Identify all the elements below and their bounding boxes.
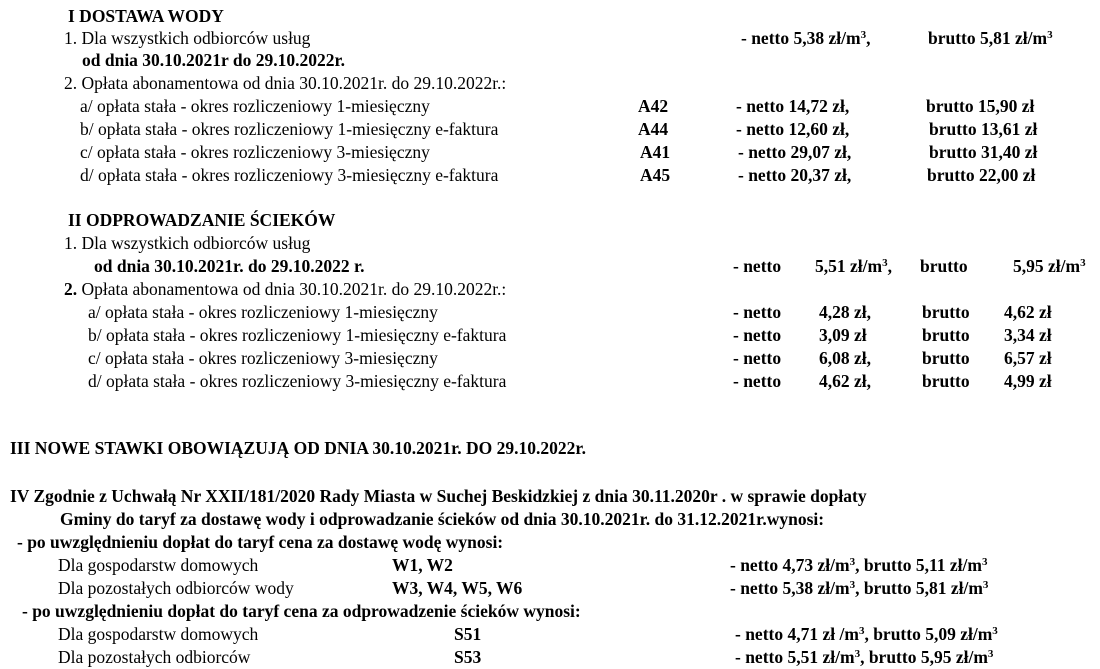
section-4-water-row-prices: - netto 4,73 $zł/m^3$, brutto 5,11 $zł/m^3$	[730, 555, 988, 575]
section-1-row-code: A44	[638, 119, 669, 139]
section-2-item-1-netto-value: 5,51 $zł/m^3$,	[815, 256, 892, 276]
section-2-row-label: a/ opłata stała - okres rozliczeniowy 1-miesięczny	[88, 302, 438, 322]
section-4-sewage-heading: - po uwzględnieniu dopłat do taryf cena za odprowadzenie ścieków wynosi:	[22, 601, 581, 621]
section-3-heading: III NOWE STAWKI OBOWIĄZUJĄ OD DNIA 30.10.2021r. DO 29.10.2022r.	[10, 438, 586, 458]
section-2-row-brutto-value: 4,99 zł	[1004, 371, 1052, 391]
section-1-heading: I DOSTAWA WODY	[68, 6, 224, 26]
section-2-row-netto-label: - netto	[733, 348, 782, 368]
section-1-row-code: A42	[638, 96, 669, 116]
section-2-row-netto-label: - netto	[733, 371, 782, 391]
section-2-row-brutto-label: brutto	[922, 371, 970, 391]
section-1-row-netto: - netto 14,72 zł,	[736, 96, 850, 116]
section-4-sewage-row-prices: - netto 5,51 $zł/m^3$, brutto 5,95 $zł/m^3$	[735, 647, 994, 667]
section-1-row-brutto: brutto 13,61 zł	[929, 119, 1038, 139]
section-4-water-row-label: Dla pozostałych odbiorców wody	[58, 578, 294, 598]
section-1-row-netto: - netto 20,37 zł,	[738, 165, 852, 185]
section-4-heading-line-1: IV Zgodnie z Uchwałą Nr XXII/181/2020 Rady Miasta w Suchej Beskidzkiej z dnia 30.11.2020r . w sprawie dopłaty	[10, 486, 867, 506]
section-2-row-brutto-label: brutto	[922, 302, 970, 322]
section-1-row-label: c/ opłata stała - okres rozliczeniowy 3-miesięczny	[80, 142, 430, 162]
section-2-row-brutto-label: brutto	[922, 348, 970, 368]
section-2-row-brutto-value: 4,62 zł	[1004, 302, 1052, 322]
section-4-water-heading: - po uwzględnieniu dopłat do taryf cena za dostawę wodę wynosi:	[17, 532, 504, 552]
section-2-item-1-period: od dnia 30.10.2021r. do 29.10.2022 r.	[94, 256, 365, 276]
section-4-sewage-row-label: Dla pozostałych odbiorców	[58, 647, 251, 667]
section-2-row-label: d/ opłata stała - okres rozliczeniowy 3-miesięczny e-faktura	[88, 371, 507, 391]
section-2-row-label: b/ opłata stała - okres rozliczeniowy 1-miesięczny e-faktura	[88, 325, 507, 345]
section-2-item-1-brutto-value: 5,95 $zł/m^3$	[1013, 256, 1086, 276]
section-1-row-netto: - netto 12,60 zł,	[736, 119, 850, 139]
section-1-row-code: A41	[640, 142, 671, 162]
section-2-row-label: c/ opłata stała - okres rozliczeniowy 3-miesięczny	[88, 348, 438, 368]
section-1-row-brutto: brutto 31,40 zł	[929, 142, 1038, 162]
section-4-heading-line-2: Gminy do taryf za dostawę wody i odprowadzanie ścieków od dnia 30.10.2021r. do 31.12.2021r.wynosi:	[60, 509, 825, 529]
section-4-water-row-prices: - netto 5,38 $zł/m^3$, brutto 5,81 $zł/m^3$	[730, 578, 989, 598]
section-2-row-netto-value: 3,09 zł	[819, 325, 867, 345]
section-1-row-code: A45	[640, 165, 671, 185]
section-1-row-label: b/ opłata stała - okres rozliczeniowy 1-miesięczny e-faktura	[80, 119, 499, 139]
section-1-row-brutto: brutto 15,90 zł	[926, 96, 1035, 116]
section-4-water-row-code: W3, W4, W5, W6	[392, 578, 523, 598]
section-2-row-netto-value: 4,62 zł,	[819, 371, 872, 391]
section-4-sewage-row-code: S51	[454, 624, 482, 644]
section-2-row-netto-label: - netto	[733, 302, 782, 322]
section-4-sewage-row-prices: - netto 4,71 zł $/m^3$, brutto 5,09 $zł/m^3$	[735, 624, 998, 644]
section-4-sewage-row-label: Dla gospodarstw domowych	[58, 624, 259, 644]
section-1-row-label: d/ opłata stała - okres rozliczeniowy 3-miesięczny e-faktura	[80, 165, 499, 185]
section-1-row-netto: - netto 29,07 zł,	[738, 142, 852, 162]
section-1-row-brutto: brutto 22,00 zł	[927, 165, 1036, 185]
section-2-row-brutto-value: 6,57 zł	[1004, 348, 1052, 368]
section-2-item-1-brutto-label: brutto	[920, 256, 968, 276]
section-1-item-1-netto: - netto 5,38 $zł/m^3$,	[741, 28, 871, 48]
section-1-item-2-label: 2. Opłata abonamentowa od dnia 30.10.2021r. do 29.10.2022r.:	[64, 73, 507, 93]
section-2-row-brutto-label: brutto	[922, 325, 970, 345]
section-2-row-netto-label: - netto	[733, 325, 782, 345]
section-4-sewage-row-code: S53	[454, 647, 482, 667]
section-1-item-1-period: od dnia 30.10.2021r do 29.10.2022r.	[82, 50, 346, 70]
section-2-heading: II ODPROWADZANIE ŚCIEKÓW	[68, 210, 336, 230]
section-2-item-1-label: 1. Dla wszystkich odbiorców usług	[64, 233, 311, 253]
section-1-row-label: a/ opłata stała - okres rozliczeniowy 1-miesięczny	[80, 96, 430, 116]
section-2-row-brutto-value: 3,34 zł	[1004, 325, 1052, 345]
section-4-water-row-code: W1, W2	[392, 555, 453, 575]
section-2-item-1-netto-label: - netto	[733, 256, 782, 276]
section-1-item-1-brutto: brutto 5,81 $zł/m^3$	[928, 28, 1053, 48]
section-1-item-1-label: 1. Dla wszystkich odbiorców usług	[64, 28, 311, 48]
section-2-row-netto-value: 4,28 zł,	[819, 302, 872, 322]
section-2-row-netto-value: 6,08 zł,	[819, 348, 872, 368]
section-4-water-row-label: Dla gospodarstw domowych	[58, 555, 259, 575]
section-2-item-2-label: 2. Opłata abonamentowa od dnia 30.10.2021r. do 29.10.2022r.:	[64, 279, 507, 299]
